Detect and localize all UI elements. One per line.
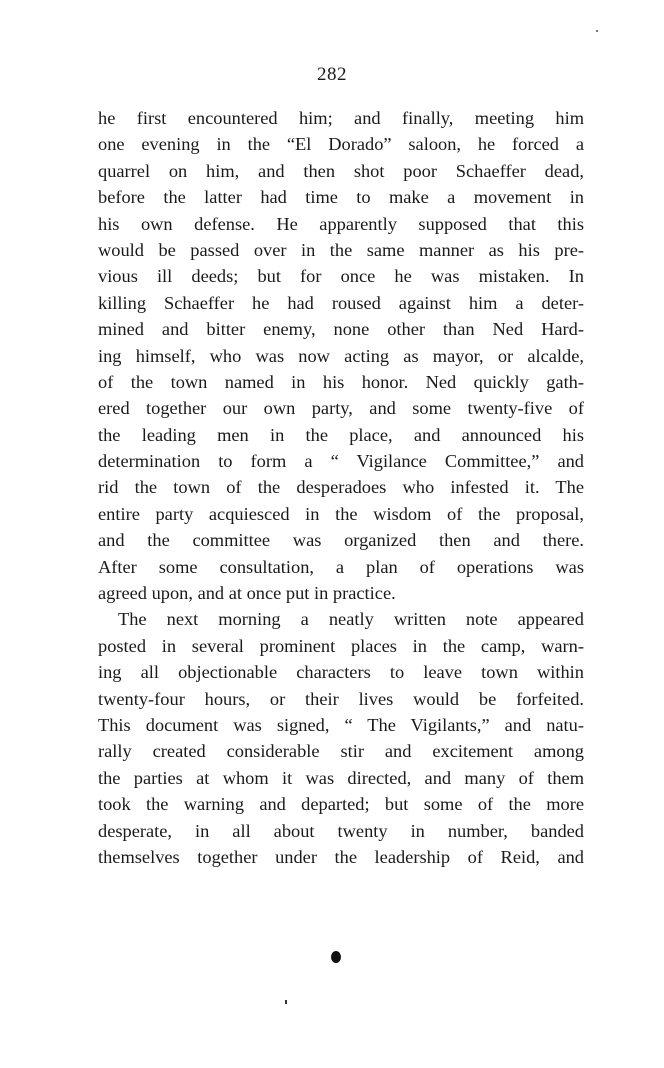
text-line: would be passed over in the same manner as his pre- [98,239,584,260]
text-line: killing Schaeffer he had roused against him a deter- [98,292,584,313]
text-line: of the town named in his honor. Ned quickly gath- [98,371,584,392]
text-line: rid the town of the desperadoes who infested it. The [98,477,584,498]
body-text [98,105,584,870]
text-line: desperate, in all about twenty in number, banded [98,820,584,841]
paper-speck [285,1000,287,1004]
text-line: he first encountered him; and finally, meeting him [98,108,584,128]
text-line: quarrel on him, and then shot poor Schaeffer dead, [98,160,584,181]
text-line: ered together our own party, and some twenty-five of [98,398,584,419]
text-line: his own defense. He apparently supposed that this [98,213,584,234]
text-line: the leading men in the place, and announced his [98,424,584,445]
text-line: before the latter had time to make a movement in [98,187,584,208]
text-line: twenty-four hours, or their lives would be forfeited. [98,688,584,709]
text-line: took the warning and departed; but some of the more [98,794,584,815]
text-line: themselves together under the leadership of Reid, and [98,846,584,867]
text-line: determination to form a “ Vigilance Committee,” and [98,451,584,472]
text-line: rally created considerable stir and excitement among [98,741,584,762]
paragraph-end-line: agreed upon, and at once put in practice. [98,583,396,604]
text-line: and the committee was organized then and there. [98,530,584,551]
text-line: vious ill deeds; but for once he was mistaken. In [98,266,584,287]
text-line: ing himself, who was now acting as mayor, or alcalde, [98,345,584,366]
text-line: one evening in the “El Dorado” saloon, he forced a [98,134,584,155]
ink-blot [331,951,341,963]
text-line: This document was signed, “ The Vigilants,” and natu- [98,714,584,735]
text-line: the parties at whom it was directed, and many of them [98,767,584,788]
text-line: entire party acquiesced in the wisdom of the proposal, [98,503,584,524]
paragraph-start-line: The next morning a neatly written note appeared [118,609,584,630]
text-line: ing all objectionable characters to leave town within [98,662,584,683]
text-line: After some consultation, a plan of operations was [98,556,584,577]
text-line: posted in several prominent places in the camp, warn- [98,635,584,656]
paper-speck [596,30,598,32]
text-line: mined and bitter enemy, none other than Ned Hard- [98,319,584,340]
page-number: 282 [317,64,347,85]
